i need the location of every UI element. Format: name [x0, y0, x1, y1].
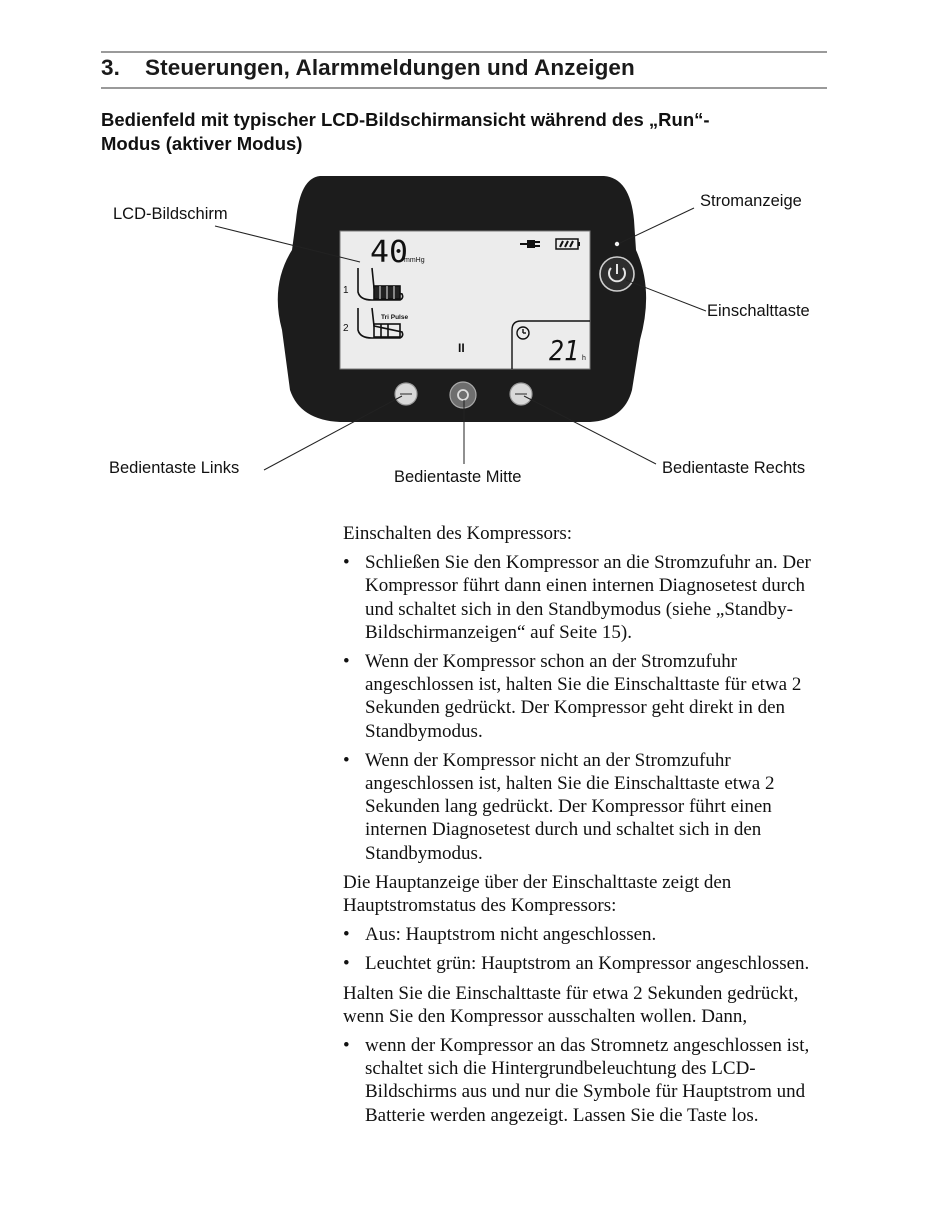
callout-power-indicator: Stromanzeige	[700, 192, 802, 210]
lcd-pause-symbol: II	[458, 341, 465, 355]
main-indicator-paragraph: Die Hauptanzeige über der Einschalttaste zeigt den Hauptstromstatus des Kompressors:	[343, 871, 732, 917]
bullet-mark: •	[343, 924, 350, 946]
callout-lcd-screen: LCD-Bildschirm	[113, 205, 228, 223]
left-control-button[interactable]	[395, 383, 417, 405]
list-item-text: Wenn der Kompressor nicht an der Stromzufuhr angeschlossen ist, halten Sie die Einschalttaste etwa 2 Sekunden lang gedrückt. Der Kompressor führt einen internen Diagnosetest durch und schaltet sich in den Standbymodus.	[365, 749, 775, 864]
list-item	[343, 749, 833, 865]
lcd-pressure-value: 40	[370, 235, 408, 270]
list-item	[343, 551, 833, 644]
power-indicator-led	[615, 242, 619, 246]
callout-left-button: Bedientaste Links	[109, 459, 240, 477]
bullet-mark: •	[343, 953, 350, 975]
section-title-text: Steuerungen, Alarmmeldungen und Anzeigen	[145, 55, 635, 80]
list-item-text: wenn der Kompressor an das Stromnetz angeschlossen ist, schaltet sich die Hintergrundbeleuchtung des LCD-Bildschirms aus und nur die Symbole für Hauptstrom und Batterie werden angezeigt. Lassen Sie die Taste los.	[365, 1035, 810, 1126]
power-on-list	[343, 551, 833, 865]
lcd-zone2-label: Tri Pulse	[381, 314, 409, 321]
section-number: 3.	[101, 55, 120, 80]
power-off-paragraph: Halten Sie die Einschalttaste für etwa 2 Sekunden gedrückt, wenn Sie den Kompressor ausschalten wollen. Dann,	[343, 982, 799, 1027]
list-item	[343, 952, 833, 975]
instructions-body	[343, 522, 833, 1133]
list-item-text: Schließen Sie den Kompressor an die Stromzufuhr an. Der Kompressor führt dann einen internen Diagnosetest durch und schaltet sich in den Standbymodus (siehe „Standby-Bildschirmanzeigen“ auf Seite 15).	[365, 552, 811, 643]
list-item-text: Leuchtet grün: Hauptstrom an Kompressor angeschlossen.	[365, 953, 810, 975]
bullet-mark: •	[343, 651, 350, 673]
lcd-zone1-number: 1	[343, 285, 349, 296]
control-panel-figure	[0, 0, 950, 520]
lcd-pressure-unit: mmHg	[404, 257, 425, 264]
power-off-list	[343, 1034, 833, 1127]
power-button[interactable]	[600, 257, 634, 291]
bullet-mark: •	[343, 552, 350, 574]
figure-subheading: Bedienfeld mit typischer LCD-Bildschirmansicht während des „Run“-Modus (aktiver Modus)	[101, 109, 710, 154]
list-item	[343, 1034, 833, 1127]
callout-middle-button: Bedientaste Mitte	[394, 468, 522, 486]
intro-paragraph: Einschalten des Kompressors:	[343, 523, 573, 544]
lcd-timer-unit: h	[582, 355, 586, 362]
lcd-timer-value: 21	[549, 334, 579, 367]
lcd-zone2-number: 2	[343, 323, 349, 334]
list-item	[343, 650, 833, 743]
middle-control-button[interactable]	[450, 382, 476, 408]
indicator-status-list	[343, 923, 833, 975]
callout-power-button: Einschalttaste	[707, 302, 810, 320]
right-control-button[interactable]	[510, 383, 532, 405]
list-item-text: Wenn der Kompressor schon an der Stromzufuhr angeschlossen ist, halten Sie die Einschalttaste für etwa 2 Sekunden gedrückt. Der Kompressor geht direkt in den Standbymodus.	[365, 651, 802, 742]
bullet-mark: •	[343, 1035, 350, 1057]
list-item-text: Aus: Hauptstrom nicht angeschlossen.	[365, 924, 657, 946]
bullet-mark: •	[343, 749, 350, 771]
list-item	[343, 923, 833, 946]
callout-right-button: Bedientaste Rechts	[662, 459, 806, 477]
